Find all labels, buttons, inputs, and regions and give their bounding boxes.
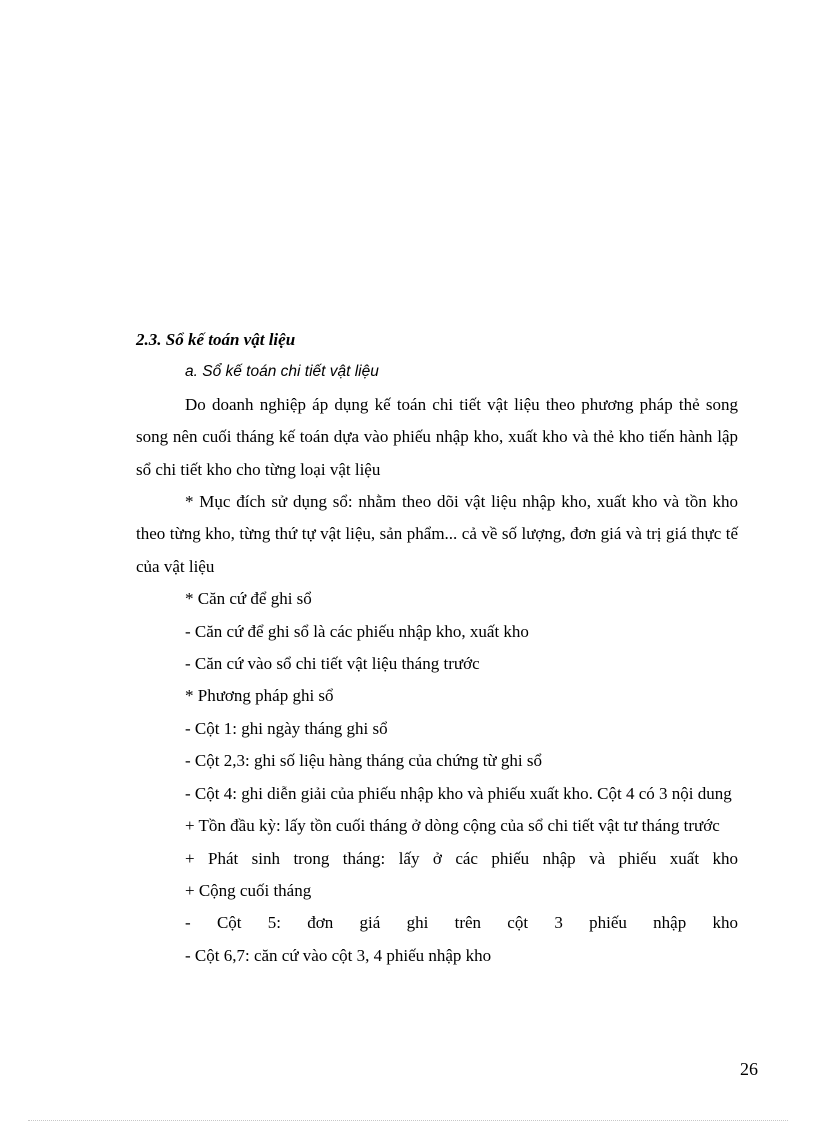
paragraph-column-4: - Cột 4: ghi diễn giải của phiếu nhập kho và phiếu xuất kho. Cột 4 có 3 nội dung [185,783,732,803]
line-method-heading: * Phương pháp ghi sổ [185,686,334,706]
paragraph-purpose: * Mục đích sử dụng sổ: nhằm theo dõi vật liệu nhập kho, xuất kho và tồn kho theo từng kho, từng thứ tự vật liệu, sản phẩm... cả về số lượng, đơn giá và trị giá thực tế của vật liệu [136,492,738,576]
line-arising-in-month: + Phát sinh trong tháng: lấy ở các phiếu nhập và phiếu xuất kho [185,848,738,868]
document-body [136,324,738,972]
page-number: 26 [740,1059,758,1079]
line-column-2-3: - Cột 2,3: ghi số liệu hàng tháng của chứng từ ghi sổ [185,751,542,771]
line-basis-heading: * Căn cứ để ghi sổ [185,589,312,609]
subsection-heading: a. Sổ kế toán chi tiết vật liệu [185,363,379,381]
line-basis-1: - Căn cứ để ghi sổ là các phiếu nhập kho, xuất kho [185,621,529,641]
section-heading: 2.3. Sổ kế toán vật liệu [136,330,296,349]
line-column-5: - Cột 5: đơn giá ghi trên cột 3 phiếu nhập kho [185,913,738,933]
line-column-6-7: - Cột 6,7: căn cứ vào cột 3, 4 phiếu nhập kho [185,945,492,965]
paragraph-intro: Do doanh nghiệp áp dụng kế toán chi tiết vật liệu theo phương pháp thẻ song song nên cuối tháng kế toán dựa vào phiếu nhập kho, xuất kho và thẻ kho tiến hành lập sổ chi tiết kho cho từng loại vật liệu [136,394,738,479]
line-column-1: - Cột 1: ghi ngày tháng ghi sổ [185,718,388,738]
paragraph-opening-balance: + Tồn đầu kỳ: lấy tồn cuối tháng ở dòng cộng của sổ chi tiết vật tư tháng trước [185,816,720,836]
line-month-end-total: + Cộng cuối tháng [185,880,312,900]
footer-divider [28,1120,788,1121]
line-basis-2: - Căn cứ vào sổ chi tiết vật liệu tháng trước [185,654,480,674]
